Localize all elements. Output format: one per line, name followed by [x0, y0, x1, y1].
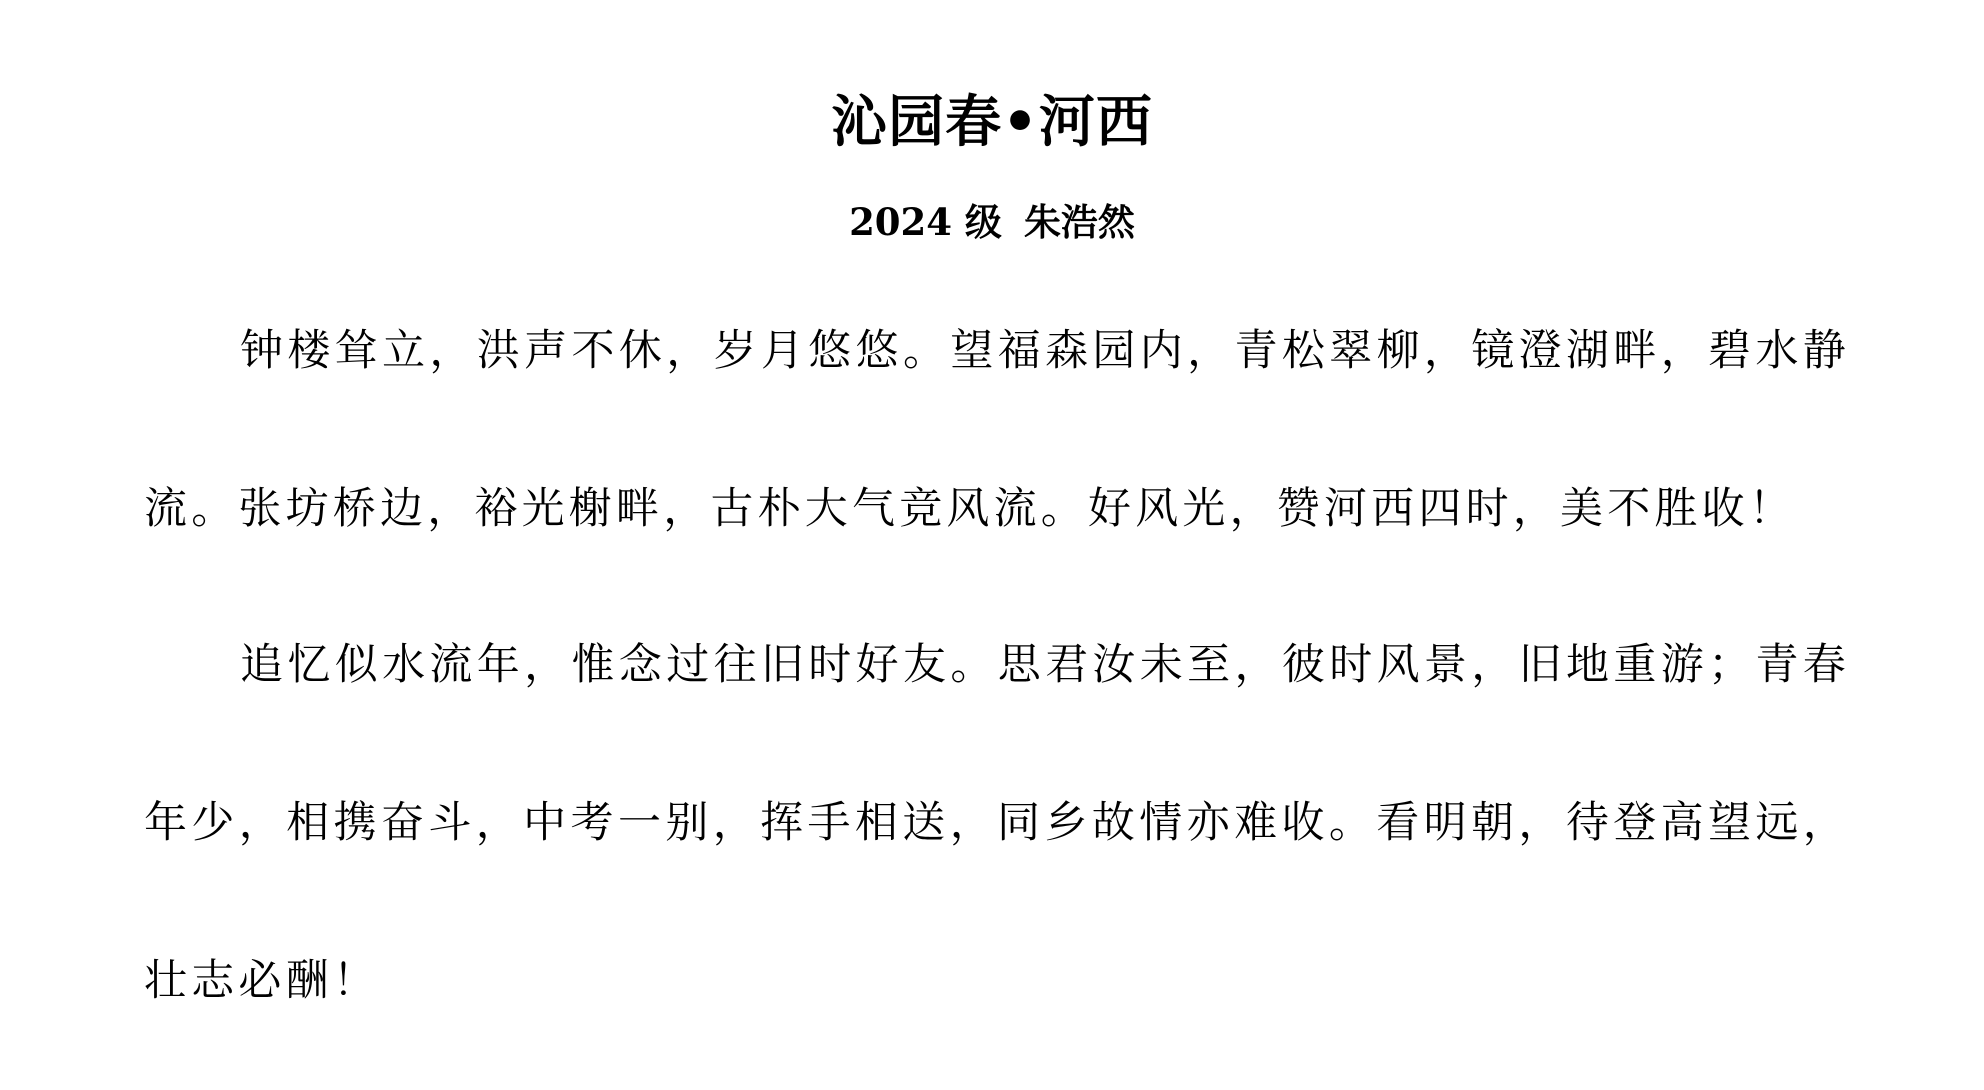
grade-label: 2024 级	[849, 200, 1002, 244]
byline	[0, 198, 1984, 246]
poem-paragraph-1: 钟楼耸立，洪声不休，岁月悠悠。望福森园内，青松翠柳，镜澄湖畔，碧水静流。张坊桥边，裕光榭畔，古朴大气竞风流。好风光，赞河西四时，美不胜收！	[144, 326, 1850, 534]
author-name: 朱浩然	[1023, 200, 1135, 244]
poem-paragraph-2: 追忆似水流年，惟念过往旧时好友。思君汝未至，彼时风景，旧地重游；青春年少，相携奋斗，中考一别，挥手相送，同乡故情亦难收。看明朝，待登高望远，壮志必酬！	[144, 640, 1850, 1006]
poem-title: 沁园春•河西	[831, 90, 1153, 155]
